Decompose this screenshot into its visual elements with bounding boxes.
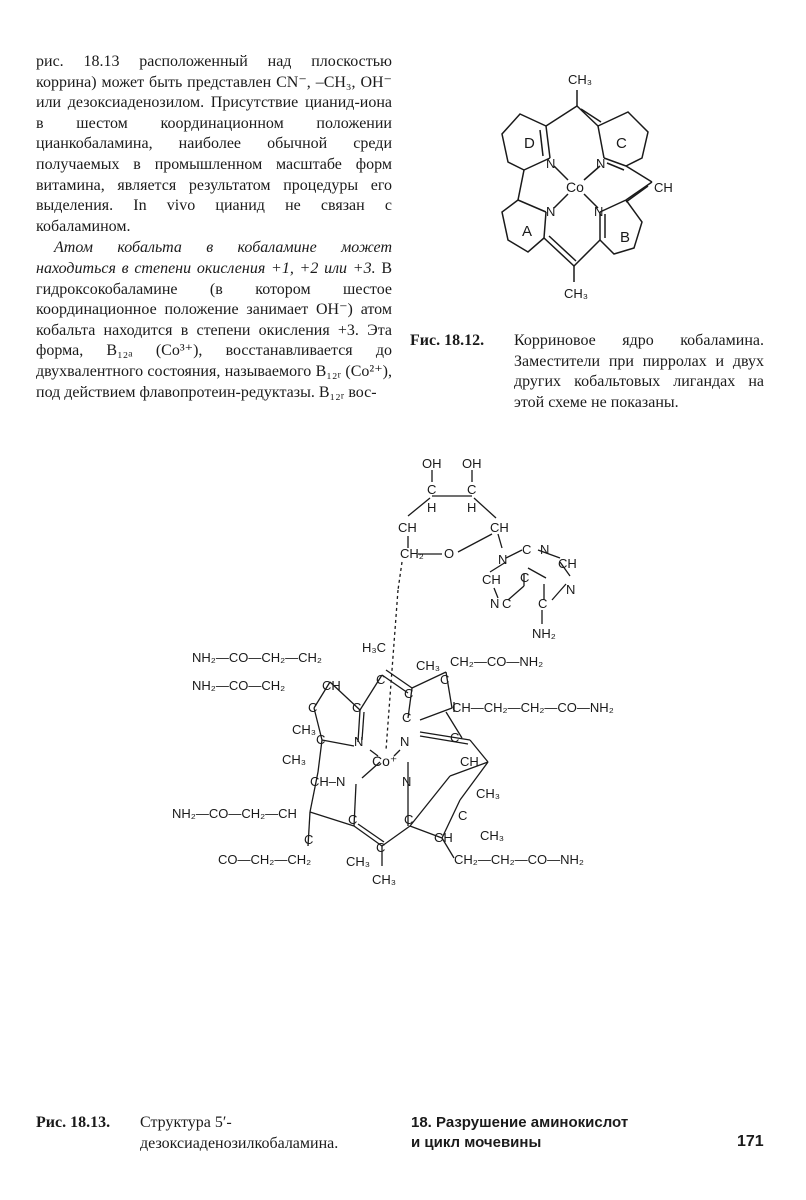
- ring-c-label: C: [616, 135, 627, 152]
- page-number: 171: [737, 1133, 764, 1150]
- nitrogen-bottom: N: [402, 774, 412, 789]
- body-paragraph-1: рис. 18.13 расположенный над плоскостью коррина) может быть представлен CN⁻, –CH₃, OH⁻ или дезоксиаденозилом. Присутствие цианид-иона в шестом координационном положении цианкобаламина, наиболее обычной среди получаемых в промышленном масштабе форм витамина, является результатом процедуры его выделения. In vivo цианид не связан с кобаламином.: [36, 53, 392, 235]
- running-head-line-1: 18. Разрушение аминокислот: [411, 1114, 629, 1131]
- ring-a-ch3: CH₃: [292, 722, 317, 737]
- ribose-oh-left: OH: [422, 456, 442, 471]
- methyl-ch3-bottom: CH₃: [372, 872, 397, 887]
- nitrogen-left: N: [354, 734, 364, 749]
- ring-a-ch: CH: [322, 678, 341, 693]
- ribose-oh-right: OH: [462, 456, 482, 471]
- corrin-c-top2: C: [404, 686, 414, 701]
- ring-c-c: C: [348, 812, 358, 827]
- adenine-n9: N: [498, 552, 508, 567]
- methine-ch: CH: [460, 754, 479, 769]
- adenine-n7: N: [490, 596, 500, 611]
- chain-top-left: NH₂—CO—CH₂—CH₂: [192, 650, 322, 665]
- cobalt-label: Co: [566, 179, 584, 195]
- adenine-c4: C: [522, 542, 532, 557]
- ribose-ch-left: CH: [398, 520, 417, 535]
- ribose-h-right: H: [467, 500, 477, 515]
- ring-b-ch: CH: [434, 830, 453, 845]
- figure-18-13-label: Рис. 18.13.: [36, 1114, 111, 1131]
- methyl-ch3-top: CH₃: [416, 658, 441, 673]
- methyl-ch3-left: CH₃: [282, 752, 307, 767]
- chain-right: CH—CH₂—CH₂—CO—NH₂: [452, 700, 614, 715]
- methine-c-right: C: [450, 730, 460, 745]
- figure-18-12-text: Корриновое ядро кобаламина. Заместители при пирролах и двух других кобальтовых лигандах на этой схеме не показаны.: [514, 332, 764, 411]
- italic-statement: Атом кобальта в кобаламине может находиться в степени окисления +1, +2 или +3.: [36, 239, 392, 277]
- ribose-c-left: C: [427, 482, 437, 497]
- chain-bottom-right: CH₂—CH₂—CO—NH₂: [454, 852, 584, 867]
- nitrogen-b-label: N: [594, 204, 604, 219]
- ring-b-label: B: [620, 229, 631, 246]
- ring-c-c2: C: [304, 832, 314, 847]
- chain-top-right: CH₂—CO—NH₂: [450, 654, 544, 669]
- ring-a-c2: C: [352, 700, 362, 715]
- figure-18-13-text: Структура 5′-дезоксиаденозилкобаламина.: [140, 1114, 339, 1152]
- chain-bottom-left: CO—CH₂—CH₂: [218, 852, 312, 867]
- running-head: [411, 1113, 628, 1153]
- adenine-c: C: [502, 596, 512, 611]
- corrin-c-mid: C: [402, 710, 412, 725]
- body-paragraph-2: [36, 238, 392, 403]
- chain-left-2: NH₂—CO—CH₂: [192, 678, 286, 693]
- methyl-top-label: CH₃: [568, 72, 593, 87]
- figure-18-12-label: Fис. 18.12.: [410, 332, 485, 349]
- adenine-c2h: CH: [558, 556, 577, 571]
- corrin-c-bottom: C: [376, 840, 386, 855]
- body-text-column: [36, 52, 392, 403]
- corrin-c-ring-d: C: [440, 672, 450, 687]
- cobalt-label: Co⁺: [372, 753, 398, 769]
- ribose-ch2: CH₂: [400, 546, 424, 561]
- ribose-c-right: C: [467, 482, 477, 497]
- methine-label: CH: [654, 180, 673, 195]
- ring-a-label: A: [522, 223, 533, 240]
- ring-c-ch3: CH₃: [346, 854, 371, 869]
- ribose-ch-right: CH: [490, 520, 509, 535]
- ribose-o: O: [444, 546, 455, 561]
- methyl-h3c: H₃C: [362, 640, 387, 655]
- ring-a-c3: C: [316, 732, 326, 747]
- ring-a-c: C: [308, 700, 318, 715]
- adenine-c8h: CH: [482, 572, 501, 587]
- corrin-c-top: C: [376, 672, 386, 687]
- methyl-bottom-label: CH₃: [564, 286, 589, 301]
- corrin-nucleus-diagram: [480, 62, 710, 322]
- deoxyadenosylcobalamin-diagram: [150, 450, 650, 890]
- adenine-n3: N: [540, 542, 550, 557]
- adenine-c6: C: [538, 596, 548, 611]
- nitrogen-right: N: [400, 734, 410, 749]
- adenine-n1: N: [566, 582, 576, 597]
- adenine-nh2: NH₂: [532, 626, 556, 641]
- ring-d-label: D: [524, 135, 535, 152]
- ring-b-ch3-b: CH₃: [480, 828, 505, 843]
- ring-ch-n: CH–N: [310, 774, 346, 789]
- nitrogen-c-label: N: [596, 156, 606, 171]
- nitrogen-d-label: N: [546, 156, 556, 171]
- chain-left-3: NH₂—CO—CH₂—CH: [172, 806, 297, 821]
- ring-b-c: C: [404, 812, 414, 827]
- ribose-h-left: H: [427, 500, 437, 515]
- adenine-c5: C: [520, 570, 530, 585]
- ring-b-ch3-a: CH₃: [476, 786, 501, 801]
- body-paragraph-2-rest: В гидроксокобаламине (в котором шестое координационное положение занимает OH⁻) атом кобальта находится в степени окисления +3. Эта форма, B₁₂ₐ (Co³⁺), восстанавливается до двухвалентного состояния, называемого B₁₂ᵣ (Co²⁺), под действием флавопротеин-редуктазы. B₁₂ᵣ вос-: [36, 259, 392, 401]
- running-head-line-2: и цикл мочевины: [411, 1134, 542, 1151]
- nitrogen-a-label: N: [546, 204, 556, 219]
- ring-b-c2: C: [458, 808, 468, 823]
